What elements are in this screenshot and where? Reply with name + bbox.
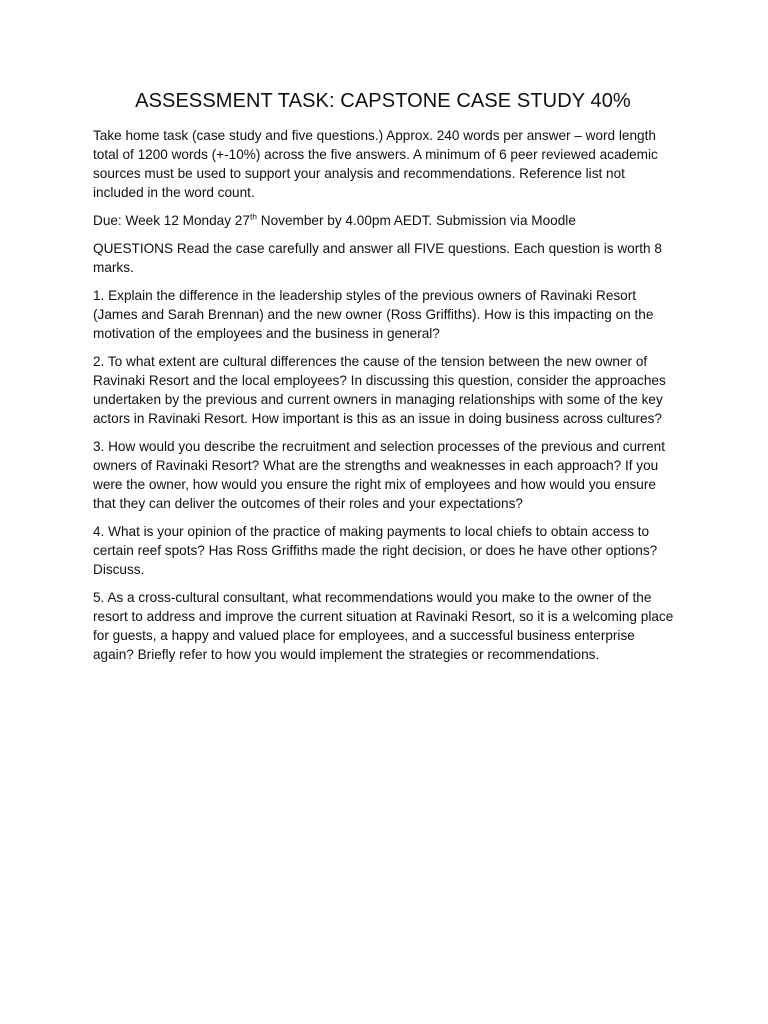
question-3: 3. How would you describe the recruitment and selection processes of the previous and current owners of Ravinaki Resort? What are the strengths and weaknesses in each approach? If you were the owner, how would you ensure the right mix of employees and how would you ensure that they can deliver the outcomes of their roles and your expectations? bbox=[93, 439, 665, 511]
due-date-details: November by 4.00pm AEDT. Submission via Moodle bbox=[257, 213, 576, 228]
task-intro-paragraph: Take home task (case study and five questions.) Approx. 240 words per answer – word length total of 1200 words (+-10%) across the five answers. A minimum of 6 peer reviewed academic sources must be used to support your analysis and recommendations. Reference list not included in the word count. bbox=[93, 128, 658, 200]
due-date-ordinal-suffix: th bbox=[249, 211, 258, 222]
question-2: 2. To what extent are cultural differences the cause of the tension between the new owner of Ravinaki Resort and the local employees? In discussing this question, consider the approaches undertaken by the previous and current owners in managing relationships with some of the key actors in Ravinaki Resort. How important is this as an issue in doing business across cultures? bbox=[93, 354, 666, 426]
questions-intro-paragraph: QUESTIONS Read the case carefully and answer all FIVE questions. Each question is worth 8 marks. bbox=[93, 241, 662, 275]
question-5: 5. As a cross-cultural consultant, what recommendations would you make to the owner of the resort to address and improve the current situation at Ravinaki Resort, so it is a welcoming place for guests, a happy and valued place for employees, and a successful business enterprise again? Briefly refer to how you would implement the strategies or recommendations. bbox=[93, 590, 674, 662]
document-body bbox=[93, 86, 677, 673]
due-date-paragraph bbox=[93, 211, 677, 230]
document-title: ASSESSMENT TASK: CAPSTONE CASE STUDY 40% bbox=[135, 90, 631, 112]
question-1: 1. Explain the difference in the leadership styles of the previous owners of Ravinaki Resort (James and Sarah Brennan) and the new owner (Ross Griffiths). How is this impacting on the motivation of the employees and the business in general? bbox=[93, 288, 654, 341]
due-date-prefix: Due: Week 12 Monday 27 bbox=[93, 213, 250, 228]
question-4: 4. What is your opinion of the practice of making payments to local chiefs to obtain access to certain reef spots? Has Ross Griffiths made the right decision, or does he have other options? Discuss. bbox=[93, 524, 658, 577]
